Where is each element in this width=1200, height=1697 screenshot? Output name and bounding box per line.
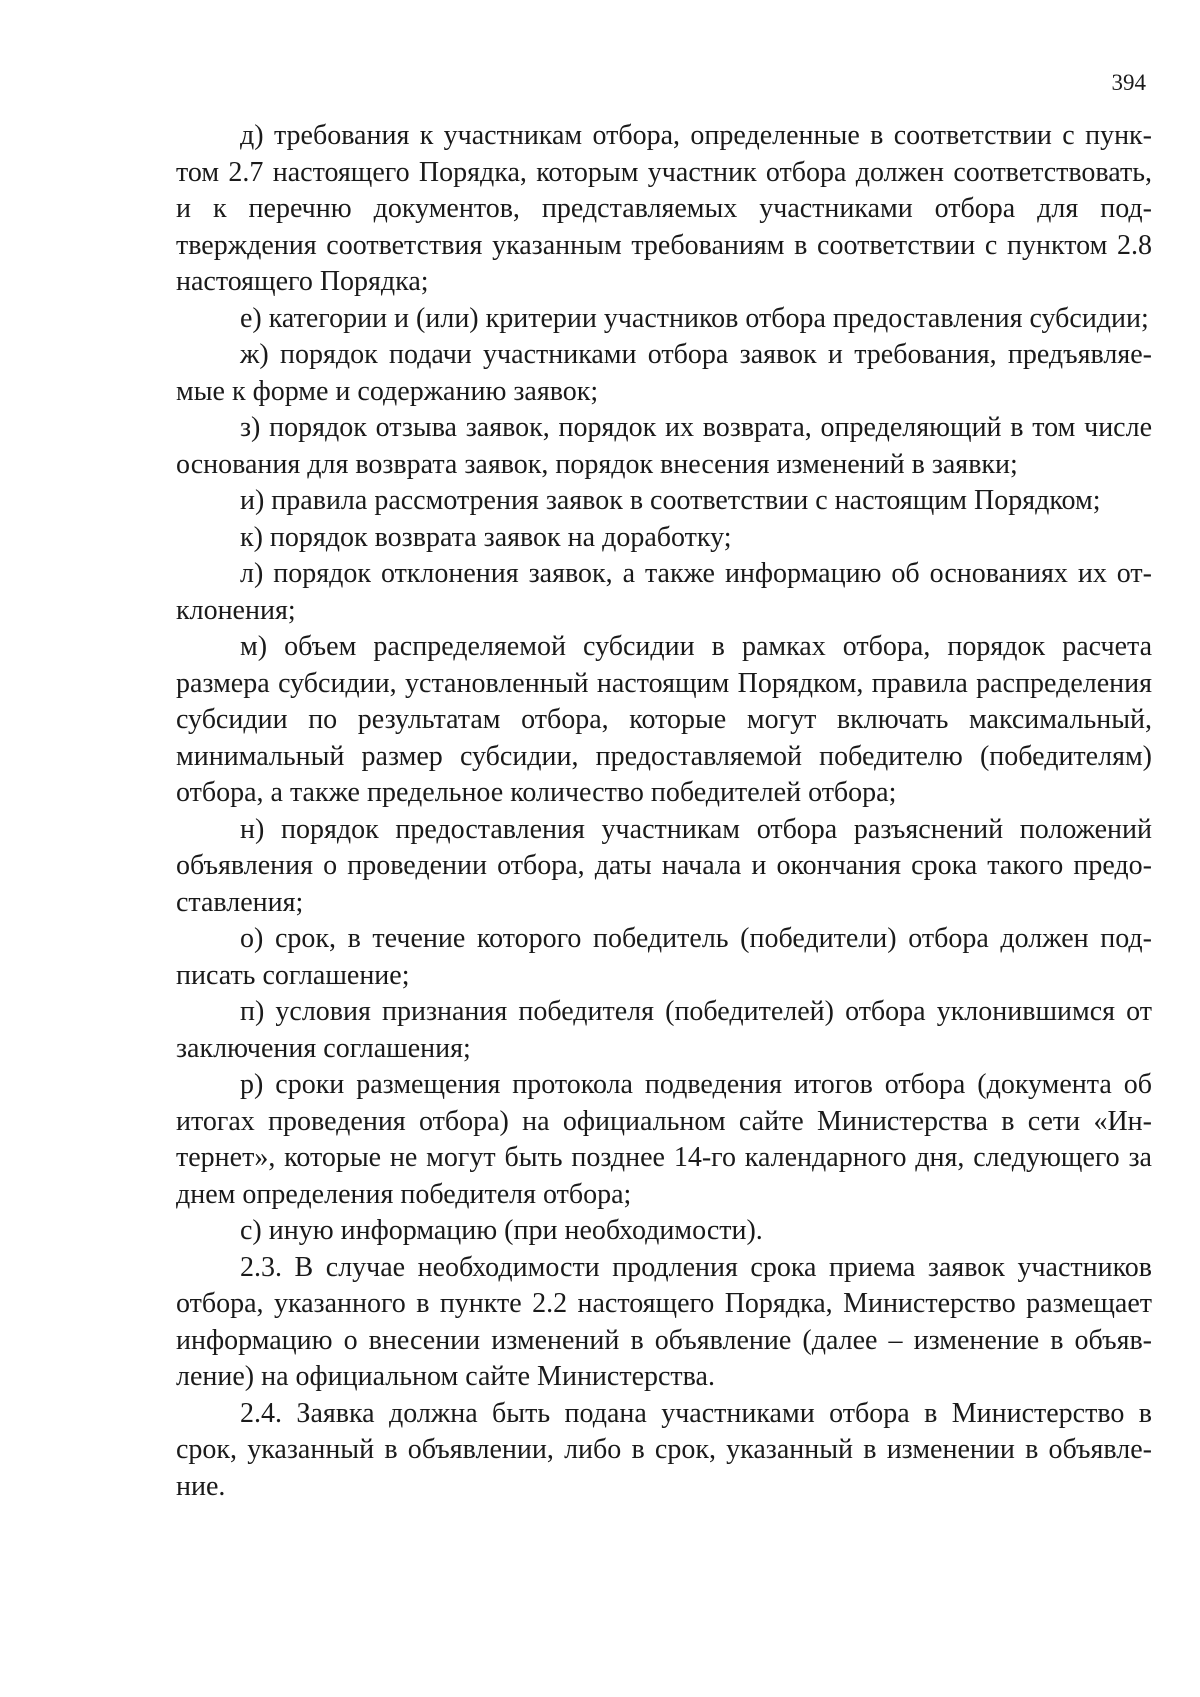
section-2-4: 2.4. Заявка должна быть подана участниками отбора в Министерство в срок, указанный в объявлении, либо в срок, указанный в изменении в объявление. [176, 1397, 1152, 1502]
item-z-application-withdrawal: з) порядок отзыва заявок, порядок их возврата, определяющий в том числе основания для возврата заявок, порядок внесения изменений в заявки; [176, 412, 1152, 480]
item-i-review-rules: и) правила рассмотрения заявок в соответствии с настоящим Порядком; [240, 485, 1101, 516]
item-m-subsidy-volume: м) объем распределяемой субсидии в рамках отбора, порядок расчета размера субсидии, установленный настоящим Порядком, правила распределения субсидии по результатам отбора, которые могут включать максимальный, минимальный размер субсидии, предоставляемой победителю (победителям) отбора, а также предельное количество победителей отбора; [176, 631, 1152, 808]
page-number: 394 [1111, 70, 1146, 95]
item-l-rejection-procedure: л) порядок отклонения заявок, а также информацию об основаниях их отклонения; [176, 558, 1152, 626]
item-s-other-information: с) иную информацию (при необходимости). [240, 1215, 763, 1246]
item-p-evasion-conditions: п) условия признания победителя (победителей) отбора уклонившимся от заключения соглашения; [176, 996, 1152, 1064]
item-r-protocol-publication: р) сроки размещения протокола подведения итогов отбора (документа об итогах проведения отбора) на официальном сайте Министерства в сети «Интернет», которые не могут быть позднее 14-го календарного дня, следующего за днем определения победителя отбора; [176, 1069, 1152, 1210]
item-d-participant-requirements: д) требования к участникам отбора, определенные в соответствии с пунктом 2.7 настоящего Порядка, которым участник отбора должен соответствовать, и к перечню документов, представляемых участниками отбора для подтверждения соответствия указанным требованиям в соответствии с пунктом 2.8 настоящего Порядка; [176, 120, 1152, 297]
document-body [176, 118, 1152, 1505]
item-k-return-for-revision: к) порядок возврата заявок на доработку; [240, 521, 732, 553]
item-o-signing-deadline: о) срок, в течение которого победитель (победители) отбора должен подписать соглашение; [176, 923, 1152, 991]
item-zh-application-submission: ж) порядок подачи участниками отбора заявок и требования, предъявляемые к форме и содержанию заявок; [176, 339, 1152, 407]
item-e-participant-categories: е) категории и (или) критерии участников отбора предоставления субсидии; [240, 302, 1149, 334]
section-2-3: 2.3. В случае необходимости продления срока приема заявок участников отбора, указанного в пункте 2.2 настоящего Порядка, Министерство размещает информацию о внесении изменений в объявление (далее – изменение в объявление) на официальном сайте Министерства. [176, 1251, 1152, 1392]
item-n-clarifications: н) порядок предоставления участникам отбора разъяснений положений объявления о проведении отбора, даты начала и окончания срока такого предоставления; [176, 813, 1152, 918]
